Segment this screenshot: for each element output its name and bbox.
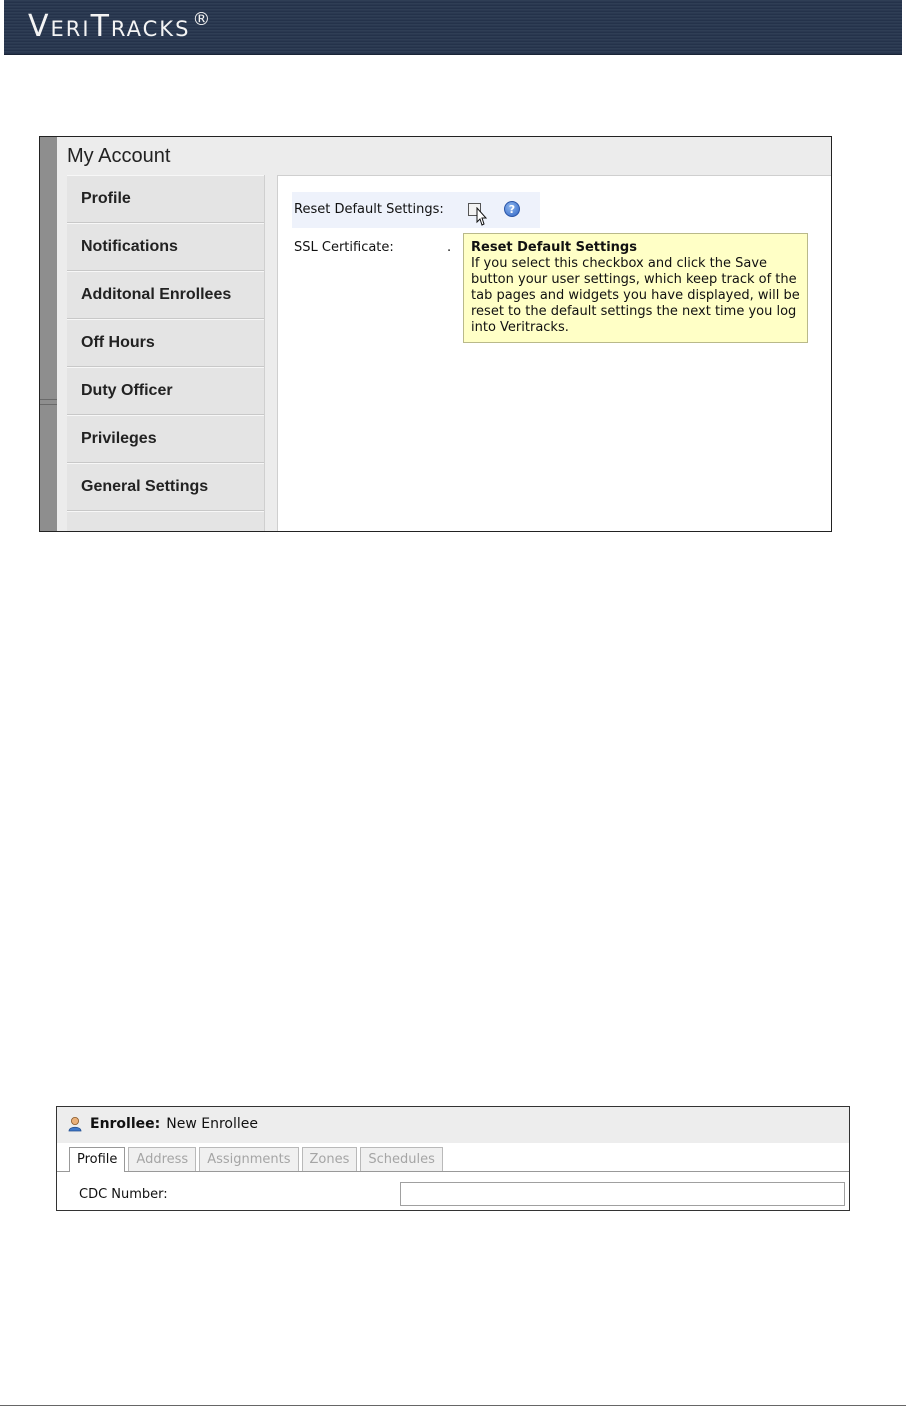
- mouse-pointer-icon: [472, 207, 488, 229]
- enrollee-title-prefix: Enrollee:: [90, 1116, 161, 1132]
- tab-assignments[interactable]: Assignments: [199, 1147, 298, 1171]
- nav-item-general-settings[interactable]: General Settings: [67, 463, 264, 511]
- reset-default-settings-row: [292, 192, 540, 228]
- nav-gutter: [57, 175, 67, 531]
- nav-gutter-right: [265, 175, 278, 531]
- page-title: My Account: [67, 145, 171, 167]
- tab-schedules[interactable]: Schedules: [360, 1147, 443, 1171]
- veritracks-logo: [28, 9, 212, 44]
- tab-profile[interactable]: Profile: [69, 1147, 125, 1172]
- nav-item-profile[interactable]: Profile: [67, 175, 264, 223]
- logo-text: VeriTracks: [28, 9, 191, 44]
- ssl-certificate-label: SSL Certificate:: [294, 240, 394, 255]
- reset-default-settings-tooltip: [463, 233, 808, 343]
- cdc-number-label: CDC Number:: [79, 1187, 168, 1202]
- tooltip-title: Reset Default Settings: [471, 240, 637, 255]
- collapse-sidebar-handle[interactable]: [40, 137, 57, 531]
- person-icon: [67, 1116, 83, 1132]
- nav-item-notifications[interactable]: Notifications: [67, 223, 264, 271]
- page-footer-divider: [0, 1405, 906, 1406]
- tab-address[interactable]: Address: [128, 1147, 196, 1171]
- my-account-header: [57, 137, 831, 176]
- ssl-certificate-value: .: [447, 240, 452, 255]
- my-account-panel: [39, 136, 832, 532]
- enrollee-title: [90, 1116, 258, 1132]
- tooltip-body: If you select this checkbox and click the Save button your user settings, which keep track of the tab pages and widgets you have displayed, will be reset to the default settings the next time you log into Veritracks.: [471, 256, 800, 335]
- enrollee-title-name: New Enrollee: [166, 1116, 258, 1132]
- nav-item-privileges[interactable]: Privileges: [67, 415, 264, 463]
- nav-item-additional-enrollees[interactable]: Additonal Enrollees: [67, 271, 264, 319]
- reset-default-settings-label: Reset Default Settings:: [294, 202, 444, 217]
- registered-mark: ®: [192, 9, 213, 30]
- help-icon[interactable]: ?: [504, 201, 520, 217]
- grip-icon: [40, 399, 57, 405]
- nav-item-more[interactable]: [67, 511, 264, 532]
- enrollee-header: [57, 1107, 849, 1143]
- account-nav: [67, 175, 265, 531]
- enrollee-tabs: [69, 1147, 443, 1172]
- cdc-number-input[interactable]: [400, 1182, 845, 1206]
- enrollee-panel: [56, 1106, 850, 1211]
- veritracks-banner: [4, 0, 902, 55]
- tab-zones[interactable]: Zones: [302, 1147, 358, 1171]
- nav-item-off-hours[interactable]: Off Hours: [67, 319, 264, 367]
- nav-item-duty-officer[interactable]: Duty Officer: [67, 367, 264, 415]
- general-settings-content: [278, 176, 831, 531]
